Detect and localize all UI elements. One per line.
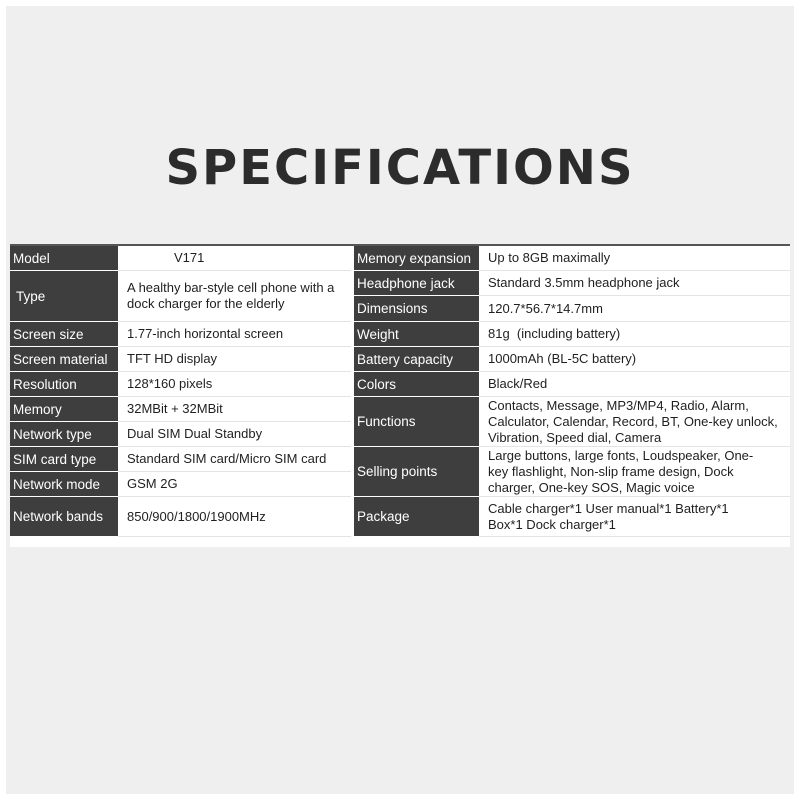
- spec-label-package: Package: [354, 497, 479, 537]
- spec-value-weight: 81g (including battery): [479, 322, 790, 347]
- spec-value-type: A healthy bar-style cell phone with a dock charger for the elderly: [118, 271, 351, 322]
- spec-value-screen-material: TFT HD display: [118, 347, 351, 372]
- spec-value-network-type: Dual SIM Dual Standby: [118, 422, 351, 447]
- spec-value-dimensions: 120.7*56.7*14.7mm: [479, 296, 790, 322]
- spec-label-dimensions: Dimensions: [354, 296, 479, 322]
- spec-value-headphone-jack: Standard 3.5mm headphone jack: [479, 271, 790, 296]
- spec-label-battery-capacity: Battery capacity: [354, 347, 479, 372]
- spec-label-screen-size: Screen size: [10, 322, 118, 347]
- spec-value-screen-size: 1.77-inch horizontal screen: [118, 322, 351, 347]
- spec-label-sim-card-type: SIM card type: [10, 447, 118, 472]
- page-title: SPECIFICATIONS: [165, 140, 635, 196]
- spec-label-selling-points: Selling points: [354, 447, 479, 497]
- spec-value-memory-expansion: Up to 8GB maximally: [479, 246, 790, 271]
- spec-label-functions: Functions: [354, 397, 479, 447]
- spec-label-network-bands: Network bands: [10, 497, 118, 537]
- spec-value-model: V171: [118, 246, 351, 271]
- spec-value-functions: Contacts, Message, MP3/MP4, Radio, Alarm, Calculator, Calendar, Record, BT, One-key unlock, Vibration, Speed dial, Camera: [479, 397, 790, 447]
- spec-table: [10, 246, 790, 547]
- spec-label-memory: Memory: [10, 397, 118, 422]
- spec-value-memory: 32MBit + 32MBit: [118, 397, 351, 422]
- spec-label-memory-expansion: Memory expansion: [354, 246, 479, 271]
- spec-label-network-type: Network type: [10, 422, 118, 447]
- spec-value-selling-points: Large buttons, large fonts, Loudspeaker, One-key flashlight, Non-slip frame design, Dock charger, One-key SOS, Magic voice: [479, 447, 790, 497]
- spec-label-resolution: Resolution: [10, 372, 118, 397]
- spec-value-sim-card-type: Standard SIM card/Micro SIM card: [118, 447, 351, 472]
- spec-label-headphone-jack: Headphone jack: [354, 271, 479, 296]
- spec-label-weight: Weight: [354, 322, 479, 347]
- spec-value-package: Cable charger*1 User manual*1 Battery*1 Box*1 Dock charger*1: [479, 497, 790, 537]
- spec-label-model: Model: [10, 246, 118, 271]
- spec-value-network-bands: 850/900/1800/1900MHz: [118, 497, 351, 537]
- spec-label-network-mode: Network mode: [10, 472, 118, 497]
- spec-label-type: Type: [10, 271, 118, 322]
- spec-value-battery-capacity: 1000mAh (BL-5C battery): [479, 347, 790, 372]
- spec-value-network-mode: GSM 2G: [118, 472, 351, 497]
- spec-label-screen-material: Screen material: [10, 347, 118, 372]
- spec-value-colors: Black/Red: [479, 372, 790, 397]
- spec-value-resolution: 128*160 pixels: [118, 372, 351, 397]
- spec-label-colors: Colors: [354, 372, 479, 397]
